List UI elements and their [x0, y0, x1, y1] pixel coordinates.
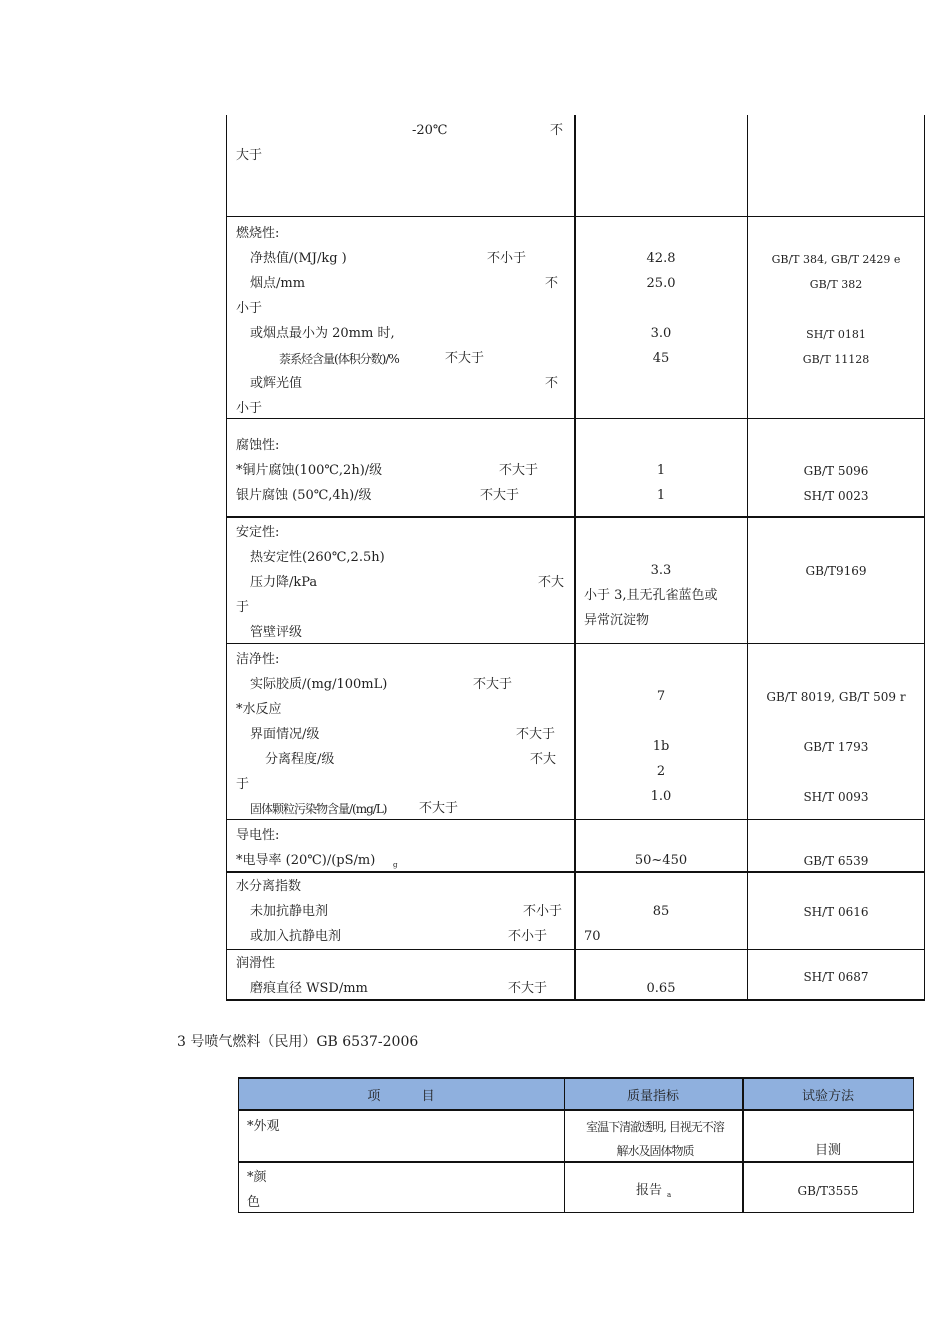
stability-title: 安定性: — [236, 525, 280, 540]
table1-right-border — [924, 115, 925, 1000]
separation-yu: 于 — [236, 777, 250, 792]
or-smoke-method: SH/T 0181 — [806, 328, 866, 341]
color-item-1: *颜 — [247, 1170, 267, 1185]
no-agent-label: 未加抗静电剂 — [250, 904, 329, 919]
gum-value: 7 — [656, 689, 666, 704]
table2-header-spec: 质量指标 — [626, 1089, 680, 1104]
naphthalene-method: GB/T 11128 — [802, 353, 870, 366]
table1-row-divider — [226, 643, 925, 644]
net-heat-method: GB/T 384, GB/T 2429 e — [771, 253, 901, 266]
table2-header-method: 试验方法 — [801, 1089, 855, 1104]
tube-label: 管壁评级 — [250, 625, 303, 640]
solid-label: 固体颗粒污染物含量/(mg/L) — [250, 802, 387, 816]
color-spec-mark: a — [667, 1191, 672, 1199]
or-smoke-label: 或烟点最小为 20mm 时, — [250, 326, 395, 341]
table1-col1-border — [574, 115, 576, 1000]
table1-col2-border — [747, 115, 748, 1000]
pressure-req: 不大 — [538, 575, 565, 590]
table2-top-border — [238, 1077, 914, 1079]
separation-value: 2 — [656, 764, 666, 779]
table1-left-border — [226, 115, 227, 1000]
color-spec: 报告 — [636, 1183, 663, 1198]
interface-method: GB/T 1793 — [803, 740, 869, 754]
table1-row-divider — [226, 819, 925, 820]
smoke-point-label: 烟点/mm — [250, 276, 306, 291]
separation-label: 分离程度/级 — [265, 752, 335, 767]
conductivity-method: GB/T 6539 — [803, 854, 869, 868]
or-smoke-value: 3.0 — [650, 326, 672, 341]
table2-col2-border — [742, 1077, 744, 1213]
gum-label: 实际胶质/(mg/100mL) — [250, 677, 388, 692]
lubricity-title: 润滑性 — [236, 956, 276, 971]
silver-req: 不大于 — [480, 488, 520, 503]
appearance-spec-1: 室温下清澈透明, 目视无不溶 — [586, 1120, 724, 1134]
table2-header-divider — [238, 1109, 914, 1111]
lubricity-method: SH/T 0687 — [803, 970, 869, 984]
stability-value-2: 小于 3,且无孔雀蓝色或 — [584, 588, 718, 603]
with-agent-label: 或加入抗静电剂 — [250, 929, 342, 944]
water-sep-method: SH/T 0616 — [803, 905, 869, 919]
wsd-label: 磨痕直径 WSD/mm — [250, 981, 368, 996]
table1-row-divider — [226, 871, 925, 873]
water-reaction-label: *水反应 — [236, 702, 282, 717]
interface-req: 不大于 — [516, 727, 556, 742]
conductivity-mark: g — [393, 861, 398, 869]
copper-method: GB/T 5096 — [803, 464, 869, 478]
stability-value-3: 异常沉淀物 — [584, 613, 650, 628]
table1-row-divider — [226, 216, 925, 217]
interface-value: 1b — [652, 739, 670, 754]
smoke-point-xiaoyu: 小于 — [236, 301, 263, 316]
combustion-title: 燃烧性: — [236, 226, 280, 241]
stability-method: GB/T9169 — [805, 564, 867, 578]
net-heat-req: 不小于 — [487, 251, 527, 266]
net-heat-label: 净热值/(MJ/kg ) — [250, 251, 347, 266]
naphthalene-req: 不大于 — [445, 351, 485, 366]
solid-req: 不大于 — [419, 801, 459, 816]
conductivity-title: 导电性: — [236, 828, 280, 843]
table2-header-item: 项 目 — [367, 1089, 435, 1104]
net-heat-value: 42.8 — [646, 251, 676, 266]
table2-row-divider — [238, 1161, 914, 1163]
no-agent-req: 不小于 — [523, 904, 563, 919]
smoke-point-method: GB/T 382 — [809, 278, 863, 291]
cleanliness-title: 洁净性: — [236, 652, 280, 667]
table1-row-divider — [226, 418, 925, 419]
naphthalene-value: 45 — [652, 351, 670, 366]
luminometer-bu: 不 — [545, 376, 559, 391]
luminometer-xiaoyu: 小于 — [236, 401, 263, 416]
section-title: 3 号喷气燃料（民用）GB 6537-2006 — [177, 1034, 419, 1050]
copper-label: *铜片腐蚀(100℃,2h)/级 — [236, 463, 383, 478]
water-sep-title: 水分离指数 — [236, 879, 302, 894]
solid-value: 1.0 — [650, 789, 672, 804]
luminometer-label: 或辉光值 — [250, 376, 303, 391]
table1-row-divider — [226, 516, 925, 518]
no-agent-value: 85 — [652, 904, 670, 919]
table1-bottom-border — [226, 999, 925, 1001]
silver-method: SH/T 0023 — [803, 489, 869, 503]
color-method: GB/T3555 — [797, 1184, 859, 1198]
solid-method: SH/T 0093 — [803, 790, 869, 804]
silver-value: 1 — [656, 488, 666, 503]
separation-req: 不大 — [530, 752, 557, 767]
smoke-point-value: 25.0 — [646, 276, 676, 291]
cont-temp: -20℃ — [412, 123, 448, 138]
stability-value-1: 3.3 — [650, 563, 672, 578]
interface-label: 界面情况/级 — [250, 727, 320, 742]
silver-label: 银片腐蚀 (50℃,4h)/级 — [236, 488, 372, 503]
copper-value: 1 — [656, 463, 666, 478]
wsd-req: 不大于 — [508, 981, 548, 996]
with-agent-value: 70 — [584, 929, 601, 944]
cont-bu: 不 — [550, 123, 564, 138]
gum-req: 不大于 — [473, 677, 513, 692]
cont-dayu: 大于 — [236, 148, 263, 163]
smoke-point-bu: 不 — [545, 276, 559, 291]
table2-right-border — [913, 1077, 914, 1213]
naphthalene-label: 萘系烃含量(体积分数)/% — [279, 352, 399, 366]
conductivity-value: 50~450 — [634, 853, 688, 868]
table2-left-border — [238, 1077, 239, 1213]
color-item-2: 色 — [247, 1195, 261, 1210]
conductivity-label: *电导率 (20℃)/(pS/m) — [236, 853, 376, 868]
thermal-label: 热安定性(260℃,2.5h) — [250, 550, 385, 565]
gum-method: GB/T 8019, GB/T 509 r — [766, 690, 906, 704]
appearance-method: 目测 — [814, 1143, 842, 1158]
table2-bottom-border — [238, 1212, 914, 1213]
pressure-label: 压力降/kPa — [250, 575, 318, 590]
pressure-yu: 于 — [236, 600, 250, 615]
table2-col1-border — [564, 1077, 565, 1213]
copper-req: 不大于 — [499, 463, 539, 478]
with-agent-req: 不小于 — [508, 929, 548, 944]
corrosion-title: 腐蚀性: — [236, 438, 280, 453]
appearance-item: *外观 — [247, 1119, 280, 1134]
appearance-spec-2: 解水及固体物质 — [616, 1144, 694, 1158]
table1-row-divider — [226, 949, 925, 950]
wsd-value: 0.65 — [646, 981, 676, 996]
